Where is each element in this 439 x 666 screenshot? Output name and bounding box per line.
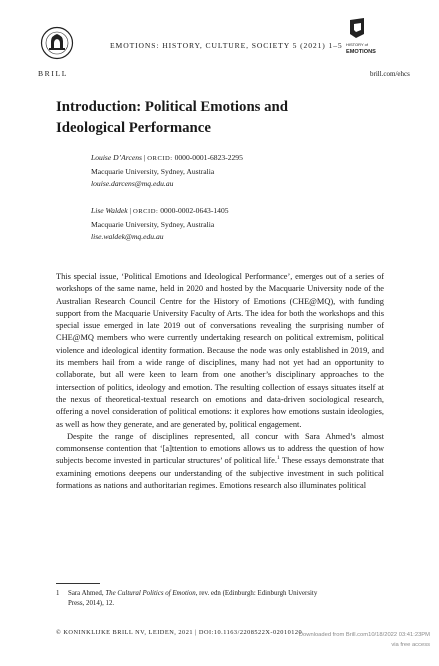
orcid-label: ORCID: [147, 155, 173, 162]
he-logo-line-2: EMOTIONS [346, 49, 376, 55]
author-block-1 [91, 152, 391, 191]
footnote-book-title: The Cultural Politics of Emotion [105, 590, 196, 597]
copyright-doi-line: © KONINKLIJKE BRILL NV, LEIDEN, 2021 | DOI:10.1163/2208522X-02010120 [56, 629, 303, 636]
paragraph-2-continued: These essays demonstrate that examining emotions deepens our understanding of the subjective investment in such political formations as nations and authoritarian regimes. Emotions research also illuminates political [56, 456, 384, 491]
author-line-1 [91, 152, 391, 166]
footnote-1 [56, 589, 384, 610]
author-email[interactable]: lise.waldek@mq.edu.au [91, 232, 164, 241]
brill-logo [37, 24, 77, 68]
paragraph-2-text: Despite the range of disciplines represented, all concur with Sara Ahmed’s almost commonsense contention that ‘[a]ttention to emotions allows us to address the question of how subjects become invested in particular structures’ of political life. [56, 431, 384, 466]
author-affiliation: Macquarie University, Sydney, Australia [91, 219, 215, 229]
orcid-id[interactable]: 0000-0001-6823-2295 [174, 153, 243, 162]
he-logo-line-1: HISTORY of [346, 42, 369, 47]
journal-running-head: EMOTIONS: HISTORY, CULTURE, SOCIETY 5 (2021) 1–5 [110, 41, 343, 50]
journal-url[interactable]: brill.com/ehcs [370, 70, 410, 78]
article-title [56, 97, 356, 139]
author-block-2 [91, 205, 391, 244]
body-paragraph-1: This special issue, ‘Political Emotions and Ideological Performance’, emerges out of a series of workshops of the same name, held in 2020 and hosted by the Macquarie University node of the Australian Research Council Centre for the History of Emotions (CHE@MQ), with funding support from the Macquarie University Faculty of Arts. The idea for both the workshops and this special issue emerged in late 2019 out of conversations revealing the surprising number of CHE@MQ members who were currently undertaking research on political extremism, political violence and ideological identity formation. Because the node was only established in 2019, and its members hail from a wide range of disciplines, many had not yet had an opportunity to collaborate, but all were keen to learn from one another’s disciplinary approaches to the intersection of politics, ideology and emotion. The resulting collection of essays situates itself at the nexus of theoretical-textual research on emotions and data-driven sociological research, offering a novel consideration of political emotions: it explores how emotions sustain ideologies, as well as how they generate, and are generated by, political engagement. [56, 272, 384, 429]
orcid-id[interactable]: 0000-0002-0643-1405 [160, 206, 229, 215]
author-email[interactable]: louise.darcens@mq.edu.au [91, 179, 174, 188]
download-line-2: via free access [391, 641, 430, 648]
footnote-number: 1 [56, 590, 60, 597]
author-line-1 [91, 205, 391, 219]
orcid-label: ORCID: [132, 208, 159, 215]
article-body [56, 271, 384, 492]
footnote-ref-1[interactable]: 1 [276, 455, 280, 462]
author-affiliation: Macquarie University, Sydney, Australia [91, 166, 215, 176]
footnote-line-2: Press, 2014), 12. [68, 600, 115, 608]
footnote-line-1 [56, 589, 384, 599]
body-paragraph-2 [56, 431, 384, 492]
author-separator: | [143, 153, 148, 162]
download-watermark [280, 631, 430, 650]
author-name: Louise D’Arcens [91, 153, 142, 162]
brill-wordmark: BRILL [38, 69, 68, 78]
title-line-1: Introduction: Political Emotions and [56, 99, 288, 115]
download-line-1: Downloaded from Brill.com10/18/2022 03:41:23PM [298, 632, 430, 638]
footnote-rule [56, 583, 100, 584]
history-of-emotions-logo [342, 16, 380, 64]
title-line-2: Ideological Performance [56, 120, 211, 136]
footnote-text-pre: Sara Ahmed, [68, 590, 106, 597]
footnote-text-post: , rev. edn (Edinburgh: Edinburgh University [195, 590, 318, 597]
author-separator: | [129, 206, 133, 215]
author-name: Lise Waldek [91, 206, 128, 215]
